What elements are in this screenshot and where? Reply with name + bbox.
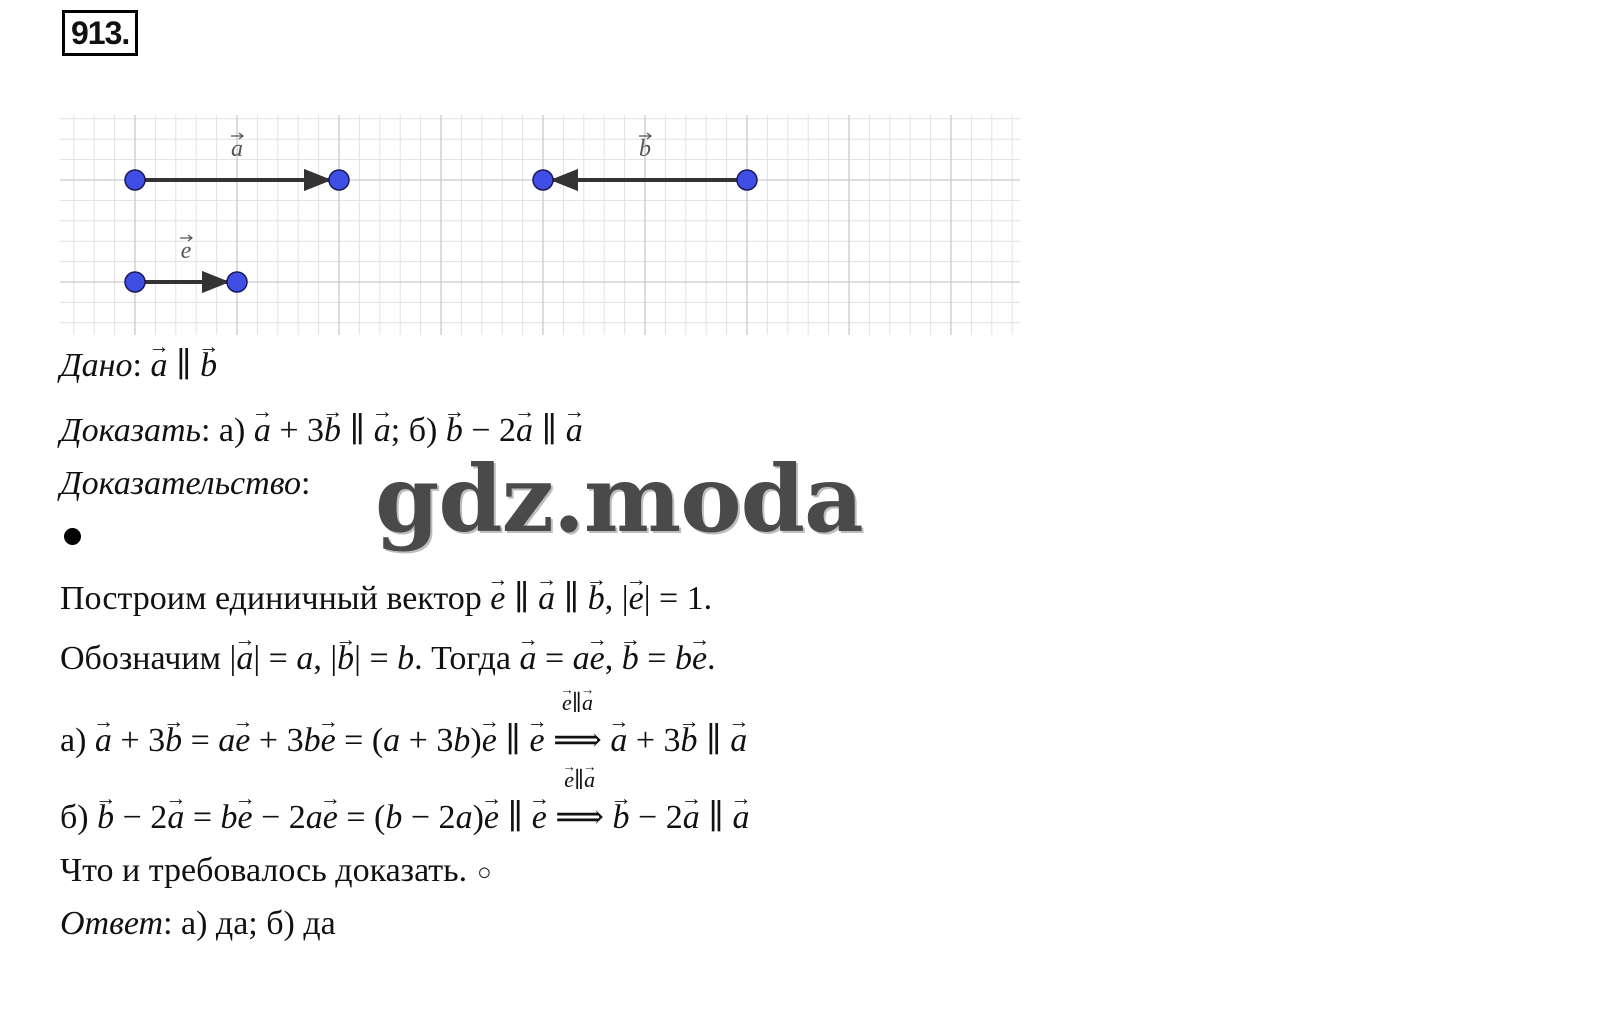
- vector-e-label: e: [180, 238, 192, 264]
- notation-line: Обозначим |→ a| = a, |→ b| = b. Тогда → a = a→ e, → b = b→ e.: [60, 640, 716, 678]
- vector-a-start-point: [125, 170, 145, 190]
- qed-icon: ○: [477, 859, 492, 886]
- vector-b-start-point: [737, 170, 757, 190]
- part-b-line: б) → b − 2→ a = b→ e − 2a→ e = (b − 2a)→ e ∥ → e ⟹ → e∥→ a → b − 2→ a ∥ → a: [60, 797, 749, 837]
- bullet-icon: [64, 528, 81, 545]
- proof-label: Доказательство: [60, 465, 302, 502]
- conclusion-line: [60, 852, 492, 890]
- given-line: Дано: → a ∥ → b: [60, 345, 217, 385]
- vector-e-end-point: [227, 272, 247, 292]
- vector-b-label: b: [639, 136, 651, 162]
- prove-label: Доказать: [60, 412, 201, 449]
- construction-text: Построим единичный вектор: [60, 580, 482, 617]
- vector-b-end-point: [533, 170, 553, 190]
- proof-heading: Доказательство:: [60, 465, 311, 502]
- prove-line: Доказать: а) → a + 3→ b ∥ → a; б) → b − 2→ a ∥ → a: [60, 410, 583, 450]
- part-a-line: а) → a + 3→ b = a→ e + 3b→ e = (a + 3b)→ e ∥ → e ⟹ → e∥→ a → a + 3→ b ∥ → a: [60, 720, 747, 760]
- notation-text: Обозначим: [60, 640, 222, 677]
- given-label: Дано: [60, 347, 133, 384]
- vector-e-start-point: [125, 272, 145, 292]
- answer-line: [60, 905, 336, 943]
- part-b-label: б): [60, 799, 89, 836]
- problem-number: 913.: [62, 10, 138, 56]
- answer-text: : а) да; б) да: [163, 905, 336, 942]
- then-word: Тогда: [431, 640, 511, 677]
- conclusion-text: Что и требовалось доказать.: [60, 852, 468, 889]
- answer-label: Ответ: [60, 905, 164, 942]
- watermark: gdz.moda: [375, 445, 863, 553]
- vector-a-label: a: [231, 136, 243, 162]
- part-a-label: а): [60, 722, 87, 759]
- vector-a-end-point: [329, 170, 349, 190]
- vector-figure: [60, 115, 1020, 335]
- construction-line: Построим единичный вектор → e ∥ → a ∥ → b, |→ e| = 1.: [60, 578, 712, 618]
